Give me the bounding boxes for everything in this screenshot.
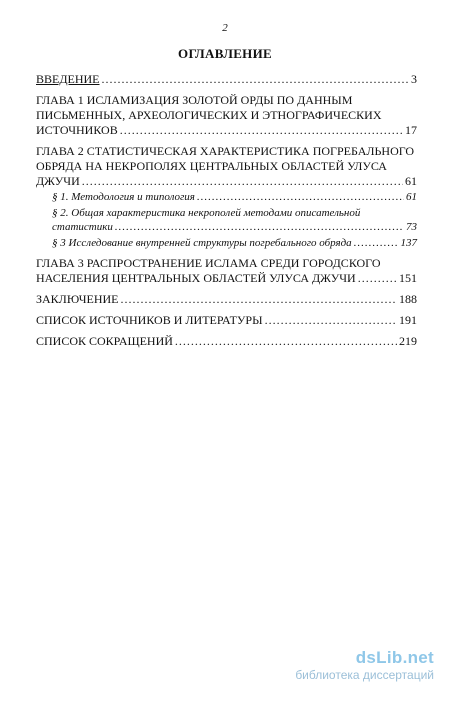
toc-leader-dots [115,220,404,234]
toc-entry-text: ЗАКЛЮЧЕНИЕ [36,292,119,306]
toc-entry-sources[interactable] [36,313,417,328]
toc-entry-text: § 1. Методология и типология [52,191,195,203]
toc-leader-dots [197,190,404,204]
toc-leader-dots [102,72,409,87]
toc-entry-text: статистики [52,221,113,233]
table-of-contents [36,72,417,355]
toc-entry-text: ГЛАВА 2 СТАТИСТИЧЕСКАЯ ХАРАКТЕРИСТИКА ПОГРЕБАЛЬНОГО [36,144,415,158]
toc-leader-dots [120,123,403,138]
toc-leader-dots [175,334,397,349]
toc-entry-page: 61 [406,191,417,203]
toc-entry-page: 151 [399,271,417,285]
watermark-subtitle: библиотека диссертаций [295,668,434,682]
toc-leader-dots [354,236,399,250]
page-number: 2 [222,22,228,34]
toc-entry-page: 73 [406,221,417,233]
watermark-logo: dsLib.net [355,648,434,667]
toc-entry-text: СПИСОК СОКРАЩЕНИЙ [36,334,173,348]
toc-entry-text: ВВЕДЕНИЕ [36,72,100,86]
toc-entry-text: § 3 Исследование внутренней структуры погребального обряда [52,237,352,249]
toc-leader-dots [82,174,403,189]
toc-entry-page: 61 [405,174,417,188]
toc-entry-text: ОБРЯДА НА НЕКРОПОЛЯХ ЦЕНТРАЛЬНЫХ ОБЛАСТЕЙ УЛУСА [36,159,387,173]
toc-entry-chapter-1[interactable] [36,93,417,138]
toc-entry-section-1[interactable] [36,190,417,204]
toc-entry-conclusion[interactable] [36,292,417,307]
toc-entry-section-2[interactable] [36,206,417,234]
toc-entry-page: 17 [405,123,417,137]
toc-entry-chapter-2[interactable] [36,144,417,189]
toc-entry-chapter-3[interactable] [36,256,417,286]
toc-leader-dots [265,313,397,328]
toc-entry-text: § 2. Общая характеристика некрополей методами описательной [52,207,361,219]
toc-entry-page: 219 [399,334,417,348]
toc-entry-introduction[interactable] [36,72,417,87]
toc-entry-text: СПИСОК ИСТОЧНИКОВ И ЛИТЕРАТУРЫ [36,313,263,327]
toc-entry-page: 191 [399,313,417,327]
toc-entry-text: НАСЕЛЕНИЯ ЦЕНТРАЛЬНЫХ ОБЛАСТЕЙ УЛУСА ДЖУЧИ [36,271,356,285]
toc-entry-text: ПИСЬМЕННЫХ, АРХЕОЛОГИЧЕСКИХ И ЭТНОГРАФИЧЕСКИХ [36,108,382,122]
toc-entry-page: 137 [400,237,417,249]
toc-title: ОГЛАВЛЕНИЕ [178,46,272,61]
toc-entry-text: ГЛАВА 3 РАСПРОСТРАНЕНИЕ ИСЛАМА СРЕДИ ГОРОДСКОГО [36,256,381,270]
toc-leader-dots [121,292,398,307]
toc-entry-text: ГЛАВА 1 ИСЛАМИЗАЦИЯ ЗОЛОТОЙ ОРДЫ ПО ДАННЫМ [36,93,353,107]
toc-entry-abbreviations[interactable] [36,334,417,349]
toc-entry-text: ДЖУЧИ [36,174,80,188]
toc-entry-page: 188 [399,292,417,306]
toc-entry-section-3[interactable] [36,236,417,250]
toc-entry-page: 3 [411,72,417,86]
toc-entry-text: ИСТОЧНИКОВ [36,123,118,137]
toc-leader-dots [358,271,397,286]
